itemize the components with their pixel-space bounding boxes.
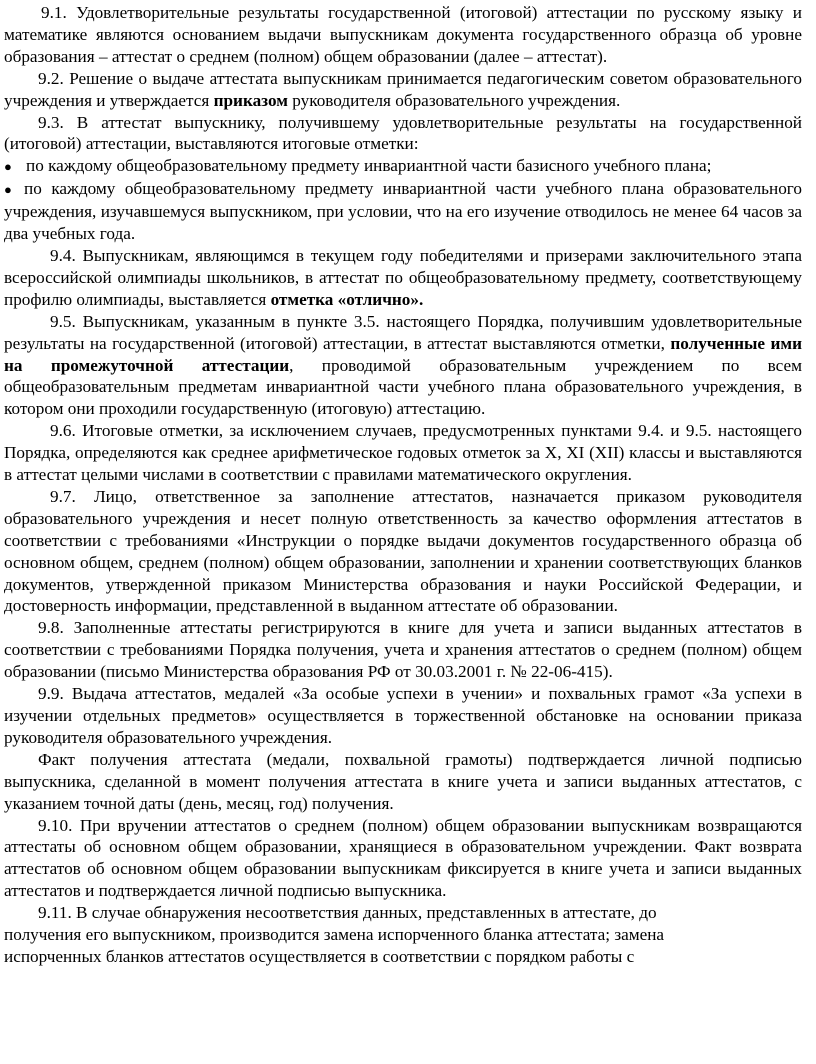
paragraph-9-4	[4, 245, 802, 311]
paragraph-9-2-text-after: руководителя образовательного учреждения.	[287, 90, 621, 110]
paragraph-9-11-line: получения его выпускником, производится замена испорченного бланка аттестата; замена	[4, 925, 665, 945]
bullet-text: по каждому общеобразовательному предмету инвариантной части учебного плана образовательного учреждения, изучавшемуся выпускником, при условии, что на его изучение отводилось не менее 64 часов за два учебных года.	[4, 179, 802, 244]
bullet-text: по каждому общеобразовательному предмету инвариантной части базисного учебного плана;	[26, 156, 712, 176]
paragraph-9-4-bold: отметка «отлично».	[270, 289, 424, 309]
paragraph-9-11	[4, 902, 802, 968]
paragraph-9-5	[4, 311, 802, 421]
paragraph-9-4-text: 9.4. Выпускникам, являющимся в текущем году победителями и призерами заключительного этапа всероссийской олимпиады школьников, в аттестат по общеобразовательному предмету, соответствующему профилю олимпиады, выставляется	[4, 245, 802, 309]
paragraph-9-1: 9.1. Удовлетворительные результаты государственной (итоговой) аттестации по русскому языку и математике являются основанием выдачи выпускникам документа государственного образца об уровне образования – аттестат о среднем (полном) общем образовании (далее – аттестат).	[4, 3, 802, 66]
paragraph-9-10: 9.10. При вручении аттестатов о среднем (полном) общем образовании выпускникам возвращаются аттестаты об основном общем образовании, хранящиеся в образовательном учреждении. Факт возврата аттестатов об основном общем образовании выпускникам фиксируется в книге учета и записи выданных аттестатов и подтверждается личной подписью выпускника.	[4, 815, 802, 901]
paragraph-9-6: 9.6. Итоговые отметки, за исключением случаев, предусмотренных пунктами 9.4. и 9.5. настоящего Порядка, определяются как среднее арифметическое годовых отметок за X, XI (XII) классы и выставляются в аттестат целыми числами в соответствии с правилами математического округления.	[4, 421, 802, 485]
paragraph-9-9: 9.9. Выдача аттестатов, медалей «За особые успехи в учении» и похвальных грамот «За успехи в изучении отдельных предметов» осуществляется в торжественной обстановке на основании приказа руководителя образовательного учреждения.	[4, 684, 802, 747]
bullet-item	[4, 178, 802, 245]
paragraph-9-11-line: 9.11. В случае обнаружения несоответствия данных, представленных в аттестате, до	[38, 903, 657, 923]
paragraph-9-2	[4, 68, 802, 112]
bullet-icon: ●	[4, 159, 12, 175]
paragraph-9-2-bold: приказом	[213, 90, 288, 110]
paragraph-9-3: 9.3. В аттестат выпускнику, получившему удовлетворительные результаты на государственной (итоговой) аттестации, выставляются итоговые отметки:	[4, 112, 802, 154]
paragraph-9-5-text-before: 9.5. Выпускникам, указанным в пункте 3.5. настоящего Порядка, получившим удовлетворительные результаты на государственной (итоговой) аттестации, в аттестат выставляются отметки,	[4, 311, 802, 353]
paragraph-9-2-text-before: 9.2. Решение о выдаче аттестата выпускникам принимается педагогическим советом образовательного учреждения и утверждается	[4, 68, 802, 110]
paragraph-9-5-text-after: , проводимой образовательным учреждением по всем общеобразовательным предметам инвариантной части учебного плана образовательного учреждения, в котором они проходили государственную (итоговую) аттестацию.	[4, 355, 802, 419]
bullet-icon: ●	[4, 182, 12, 198]
paragraph-9-8: 9.8. Заполненные аттестаты регистрируются в книге для учета и записи выданных аттестатов в соответствии с требованиями Порядка получения, учета и хранения аттестатов о среднем (полном) общем образовании (письмо Министерства образования РФ от 30.03.2001 г. № 22-06-415).	[4, 618, 802, 682]
paragraph-9-5-bold: полученные ими на промежуточной аттестации	[4, 333, 802, 375]
paragraph-9-7: 9.7. Лицо, ответственное за заполнение аттестатов, назначается приказом руководителя образовательного учреждения и несет полную ответственность за качество оформления аттестатов в соответствии с требованиями «Инструкции о порядке выдачи документов государственного образца об основном общем, среднем (полном) общем образовании, заполнении и хранении соответствующих бланков документов, утвержденной приказом Министерства образования и науки Российской Федерации, и достоверность информации, представленной в выданном аттестате об образовании.	[4, 486, 802, 616]
paragraph-9-11-line: испорченных бланков аттестатов осуществляется в соответствии с порядком работы с	[4, 946, 635, 966]
bullet-item	[4, 155, 802, 178]
paragraph-fact: Факт получения аттестата (медали, похвальной грамоты) подтверждается личной подписью выпускника, сделанной в момент получения аттестата в книге учета и записи выданных аттестатов, с указанием точной даты (день, месяц, год) получения.	[4, 749, 802, 813]
